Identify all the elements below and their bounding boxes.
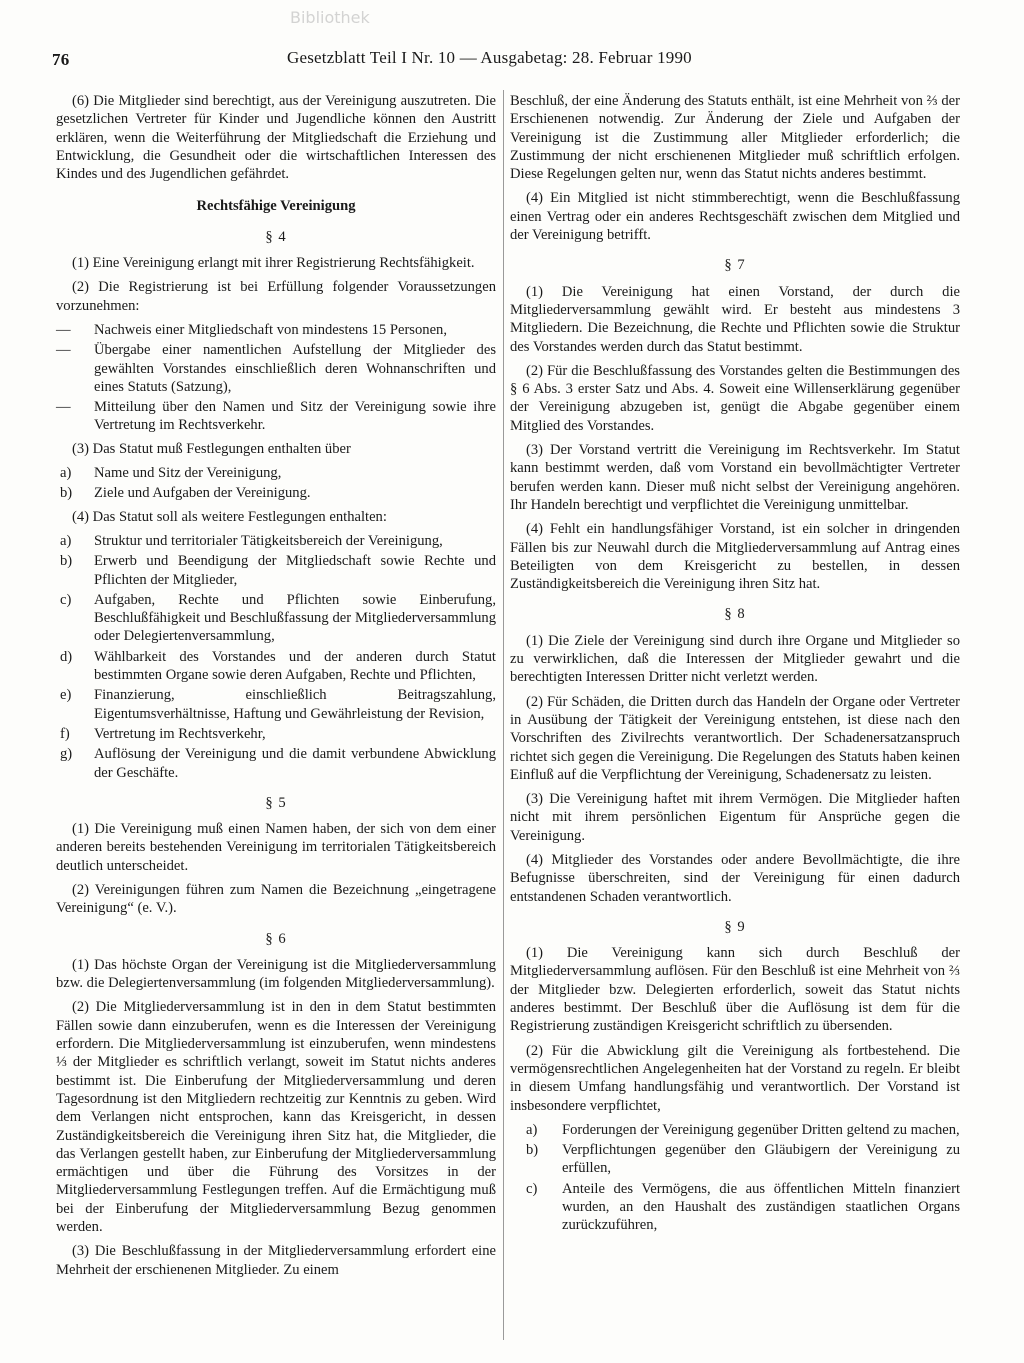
section-number: § 7	[724, 257, 746, 274]
paragraph: (2) Die Mitgliederversammlung ist in den in dem Statut bestimmten Fällen sowie dann einzuberufen, wenn es die Interessen der Vereinigung erfordern. Die Mitgliederversammlung ist einzuberufen, wenn mindestens ⅓ der Mitglieder es schriftlich verlangt, soweit im Statut nichts anderes bestimmt ist. Die Einberufung der Mitgliederversammlung und deren Tagesordnung ist den Mitgliedern rechtzeitig zur Kenntnis zu geben. Wird dem Verlangen nicht entsprochen, kann das Kreisgericht, in dessen Zuständigkeitsbereich die Vereinigung ihren Sitz hat, die Mitglieder, die das Verlangen gestellt haben, zur Einberufung der Mitgliederversammlung ermächtigen und über die Führung des Vorsitzes in der Mitgliederversammlung Festlegungen treffen. Auf die Ermächtigung muß bei der Einberufung der Mitgliederversammlung Bezug genommen werden.	[56, 999, 496, 1236]
paragraph: Beschluß, der eine Änderung des Statuts enthält, ist eine Mehrheit von ⅔ der Erschienenen notwendig. Zur Änderung der Ziele und Aufgaben der Vereinigung ist die Zustimmung aller Mitglieder erforderlich; die Zustimmung der nicht erschienenen Mitglieder muß schriftlich erfolgen. Diese Regelungen gelten nur, wenn das Statut nichts anderes bestimmt.	[510, 93, 960, 183]
list-item	[56, 725, 496, 743]
list-marker: a)	[60, 465, 72, 482]
list-marker: b)	[60, 553, 73, 570]
list-item	[56, 484, 496, 502]
paragraph: (3) Der Vorstand vertritt die Vereinigung im Rechtsverkehr. Im Statut kann bestimmt werden, daß vom Vorstand ein bevollmächtigter Vertreter berufen werden kann. Dieser muß nicht selbst der Vereinigung angehören. Ihr Handeln berechtigt und verpflichtet die Vereinigung unmittelbar.	[510, 442, 960, 513]
section-number: § 4	[265, 228, 287, 245]
list-item-text: Anteile des Vermögens, die aus öffentlichen Mitteln finanziert wurden, an den Haushalt des zuständigen staatlichen Organs zurückzuführen,	[562, 1180, 960, 1234]
list-item-text: Übergabe einer namentlichen Aufstellung der Mitglieder des gewählten Vorstandes einschließlich deren Wohnanschriften und eines Statuts (Satzung),	[94, 342, 496, 395]
page-number: 76	[52, 50, 70, 69]
list-item-text: Auflösung der Vereinigung und die damit verbundene Abwicklung der Geschäfte.	[94, 746, 496, 781]
list-marker: —	[56, 321, 71, 338]
right-column	[510, 92, 960, 1240]
page-title: Gesetzblatt Teil I Nr. 10 — Ausgabetag: 28. Februar 1990	[287, 48, 692, 67]
column-divider	[503, 90, 504, 1340]
list-marker: a)	[60, 532, 72, 549]
paragraph: (1) Das höchste Organ der Vereinigung ist die Mitgliederversammlung bzw. die Delegiertenversammlung (im folgenden Mitgliederversammlung).	[56, 956, 496, 992]
list-item	[56, 321, 496, 339]
list-item-text: Wählbarkeit des Vorstandes und der anderen durch Statut bestimmten Organe sowie deren Aufgaben, Rechte und Pflichten,	[94, 648, 496, 684]
list-marker: a)	[526, 1121, 538, 1138]
list-marker: c)	[526, 1180, 538, 1197]
list-item-text: Forderungen der Vereinigung gegenüber Dritten geltend zu machen,	[562, 1121, 960, 1138]
list-item	[56, 341, 496, 396]
list-item	[56, 745, 496, 782]
list-item	[56, 552, 496, 589]
section-number: § 6	[265, 930, 287, 947]
paragraph: (4) Fehlt ein handlungsfähiger Vorstand, ist ein solcher in dringenden Fällen bis zur Neuwahl durch die Mitgliederversammlung auf Antrag eines Beteiligten von dem Kreisgericht zu bestellen, in dessen Zuständigkeitsbereich die Vereinigung ihren Sitz hat.	[510, 521, 960, 593]
list-item-text: Mitteilung über den Namen und Sitz der Vereinigung sowie ihre Vertretung im Rechtsverkehr.	[94, 399, 496, 434]
section-number: § 8	[724, 606, 746, 623]
page-header	[52, 44, 972, 74]
paragraph: (2) Vereinigungen führen zum Namen die Bezeichnung „eingetragene Vereinigung“ (e. V.).	[56, 881, 496, 917]
list-item-text: Name und Sitz der Vereinigung,	[94, 465, 282, 482]
list-item-text: Finanzierung, einschließlich Beitragszahlung, Eigentumsverhältnisse, Haftung und Gewährleistung der Revision,	[94, 687, 496, 722]
list-item	[56, 532, 496, 550]
paragraph: (3) Das Statut muß Festlegungen enthalten über	[72, 440, 351, 457]
paragraph: (1) Die Vereinigung muß einen Namen haben, der sich von dem einer anderen bereits bestehenden Vereinigung im territorialen Tätigkeitsbereich deutlich unterscheidet.	[56, 821, 496, 874]
paragraph: (2) Die Registrierung ist bei Erfüllung folgender Voraussetzungen vorzunehmen:	[56, 279, 496, 314]
statute-list	[56, 464, 496, 503]
list-item	[56, 464, 496, 482]
list-item	[56, 591, 496, 646]
list-item-text: Nachweis einer Mitgliedschaft von mindestens 15 Personen,	[94, 321, 448, 338]
section-number: § 5	[265, 794, 287, 811]
paragraph: (6) Die Mitglieder sind berechtigt, aus der Vereinigung auszutreten. Die gesetzlichen Vertreter für Kinder und Jugendliche können den Austritt erklären, wenn die Weiterführung der Mitgliedschaft die Erziehung und Entwicklung, die Gesundheit oder die wirtschaftlichen Interessen des Kindes und des Jugendlichen gefährdet.	[56, 93, 496, 183]
list-item-text: Verpflichtungen gegenüber den Gläubigern der Vereinigung zu erfüllen,	[562, 1142, 960, 1177]
list-marker: d)	[60, 648, 73, 665]
list-marker: g)	[60, 746, 73, 763]
list-item	[510, 1180, 960, 1235]
list-item-text: Vertretung im Rechtsverkehr,	[94, 725, 266, 742]
list-marker: f)	[60, 725, 70, 742]
list-item-text: Aufgaben, Rechte und Pflichten sowie Einberufung, Beschlußfähigkeit und Beschlußfassung der Mitgliederversammlung oder Delegiertenversammlung,	[94, 591, 496, 645]
list-marker: c)	[60, 591, 72, 608]
paragraph: (4) Ein Mitglied ist nicht stimmberechtigt, wenn die Beschlußfassung einen Vertrag oder ein anderes Rechtsgeschäft zwischen dem Mitglied und der Vereinigung betrifft.	[510, 190, 960, 244]
section-heading: Rechtsfähige Vereinigung	[196, 198, 356, 215]
list-item	[510, 1121, 960, 1139]
list-item	[510, 1141, 960, 1178]
paragraph: (3) Die Beschlußfassung in der Mitgliederversammlung erfordert eine Mehrheit der erschienenen Mitglieder. Zu einem	[56, 1243, 496, 1278]
paragraph: (2) Für die Beschlußfassung des Vorstandes gelten die Bestimmungen des § 6 Abs. 3 erster Satz und Abs. 4. Soweit eine Willenserklärung gegenüber der Vereinigung abzugeben ist, genügt die Abgabe gegenüber einem Mitglied des Vorstandes.	[510, 362, 960, 434]
left-column	[56, 92, 496, 1285]
section-number: § 9	[724, 918, 746, 935]
paragraph: (4) Das Statut soll als weitere Festlegungen enthalten:	[72, 508, 387, 525]
paragraph: (2) Für die Abwicklung gilt die Vereinigung als fortbestehend. Die vermögensrechtlichen Angelegenheiten hat der Vorstand zu regeln. Er bleibt in diesem Umfang handlungsfähig und verantwortlich. Der Vorstand ist insbesondere verpflichtet,	[510, 1042, 960, 1114]
paragraph: (1) Eine Vereinigung erlangt mit ihrer Registrierung Rechtsfähigkeit.	[72, 255, 475, 272]
list-marker: e)	[60, 687, 72, 704]
list-item	[56, 648, 496, 685]
list-item	[56, 686, 496, 723]
statute-optional-list	[56, 532, 496, 782]
list-marker: b)	[526, 1142, 539, 1159]
requirement-list	[56, 321, 496, 435]
list-item-text: Ziele und Aufgaben der Vereinigung.	[94, 485, 311, 502]
paragraph: (4) Mitglieder des Vorstandes oder andere Bevollmächtigte, die ihre Befugnisse überschreiten, sind der Vereinigung für einen dadurch entstandenen Schaden verantwortlich.	[510, 851, 960, 905]
list-item	[56, 398, 496, 435]
library-stamp: Bibliothek	[290, 8, 370, 27]
list-marker: b)	[60, 485, 73, 502]
list-item-text: Erwerb und Beendigung der Mitgliedschaft sowie Rechte und Pflichten der Mitglieder,	[94, 553, 496, 588]
paragraph: (1) Die Ziele der Vereinigung sind durch ihre Organe und Mitglieder so zu verwirklichen, daß die Interessen der Mitglieder gewahrt und die berechtigten Interessen Dritter nicht verletzt werden.	[510, 632, 960, 686]
paragraph: (1) Die Vereinigung kann sich durch Beschluß der Mitgliederversammlung auflösen. Für den Beschluß ist eine Mehrheit von ⅔ der Mitglieder bzw. Delegierten erforderlich, soweit das Statut nichts anderes bestimmt. Der Beschluß über die Auflösung ist dem für die Registrierung zuständigen Kreisgericht schriftlich zu übersenden.	[510, 945, 960, 1035]
paragraph: (1) Die Vereinigung hat einen Vorstand, der durch die Mitgliederversammlung gewählt wird. Er besteht aus mindestens 3 Mitgliedern. Die Bezeichnung, die Rechte und Pflichten sowie die Struktur des Vorstandes werden durch das Statut bestimmt.	[510, 283, 960, 355]
list-marker: —	[56, 342, 71, 359]
list-item-text: Struktur und territorialer Tätigkeitsbereich der Vereinigung,	[94, 532, 443, 549]
list-marker: —	[56, 399, 71, 416]
obligation-list	[510, 1121, 960, 1235]
paragraph: (2) Für Schäden, die Dritten durch das Handeln der Organe oder Vertreter in Ausübung der Tätigkeit der Vereinigung entstehen, ist diese nach den Vorschriften des Zivilrechts verantwortlich. Der Schadenersatzanspruch richtet sich gegen die Vereinigung. Die Regelungen des Statuts haben keinen Einfluß auf die Verpflichtung der Vereinigung, Schadenersatz zu leisten.	[510, 693, 960, 783]
paragraph: (3) Die Vereinigung haftet mit ihrem Vermögen. Die Mitglieder haften nicht mit ihrem persönlichen Eigentum für Ansprüche gegen die Vereinigung.	[510, 791, 960, 844]
